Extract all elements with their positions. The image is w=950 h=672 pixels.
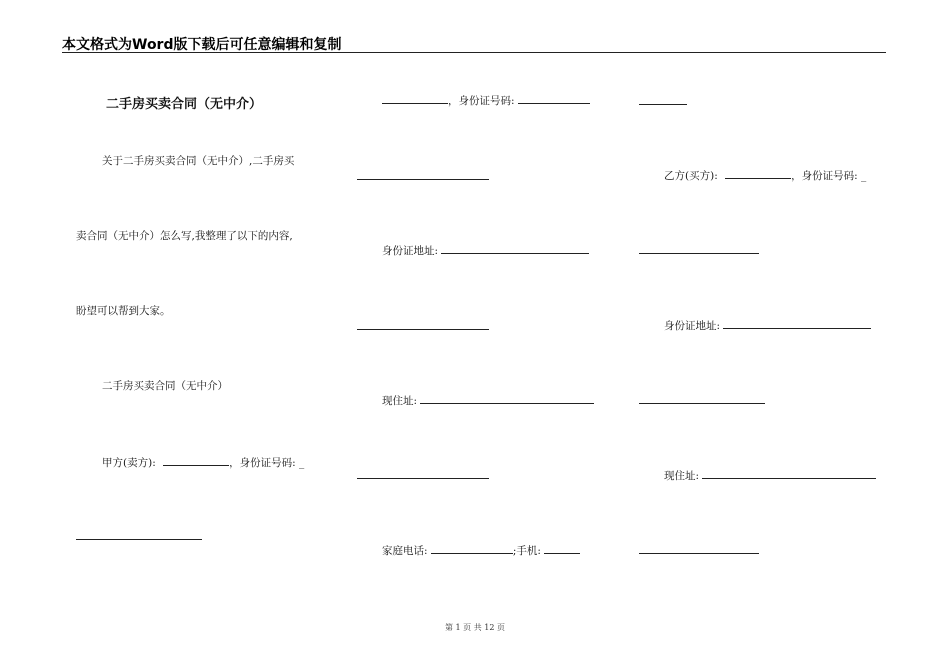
col3-current-blank: [702, 467, 876, 479]
col3-blank-line-3: [639, 403, 765, 404]
col2-id-label: ，身份证号码:: [448, 95, 515, 107]
col3-blank-line-2: [639, 253, 759, 254]
col2-current-line: [382, 392, 594, 408]
col3-current-line: [664, 467, 876, 483]
col2-mobile-label: ;手机:: [512, 545, 541, 557]
contract-subtitle: 二手房买卖合同（无中介）: [102, 380, 228, 392]
party-a-label: 甲方(卖方):: [102, 457, 156, 469]
col3-blank-line-4: [639, 553, 759, 554]
contract-title: 二手房买卖合同（无中介）: [106, 97, 263, 112]
party-b-label: 乙方(买方):: [664, 170, 718, 182]
intro-line-3: 盼望可以帮到大家。: [76, 305, 171, 317]
party-b-name-blank: [725, 167, 791, 179]
page-number: 第 1 页 共 12 页: [445, 623, 505, 632]
col2-blank-line-2: [357, 329, 489, 330]
party-b-id-label: ，身份证号码:: [791, 170, 858, 182]
party-a-id-tail: _: [298, 457, 305, 469]
party-a-id-blank-line: [76, 539, 202, 540]
col2-phone-line: [382, 542, 580, 558]
col2-phone-blank: [431, 542, 513, 554]
party-b-line: [664, 167, 866, 183]
col2-name-blank: [382, 92, 448, 104]
col3-address-line: [664, 317, 871, 333]
col2-blank-line-3: [357, 478, 489, 479]
intro-line-1: 关于二手房买卖合同（无中介）,二手房买: [102, 155, 295, 167]
party-a-id-label: ，身份证号码:: [229, 457, 296, 469]
party-b-id-tail: _: [860, 170, 867, 182]
party-a-name-blank: [163, 454, 229, 466]
col2-address-label: 身份证地址:: [382, 245, 439, 257]
intro-line-2: 卖合同（无中介）怎么写,我整理了以下的内容,: [76, 230, 293, 242]
document-header-title: 本文格式为Word版下载后可任意编辑和复制: [62, 37, 342, 53]
col3-current-label: 现住址:: [664, 470, 700, 482]
party-a-line: [102, 454, 304, 470]
col3-address-blank: [723, 317, 871, 329]
col2-phone-label: 家庭电话:: [382, 545, 428, 557]
col2-mobile-blank: [544, 542, 580, 554]
col2-current-blank: [420, 392, 594, 404]
col3-blank-line-1: [639, 104, 687, 105]
header-divider: [62, 52, 886, 53]
col2-address-line: [382, 242, 589, 258]
col2-current-label: 现住址:: [382, 395, 418, 407]
col2-address-blank: [441, 242, 589, 254]
col2-blank-line-1: [357, 179, 489, 180]
col2-id-line: [382, 92, 590, 108]
col3-address-label: 身份证地址:: [664, 320, 721, 332]
col2-id-blank: [518, 92, 590, 104]
